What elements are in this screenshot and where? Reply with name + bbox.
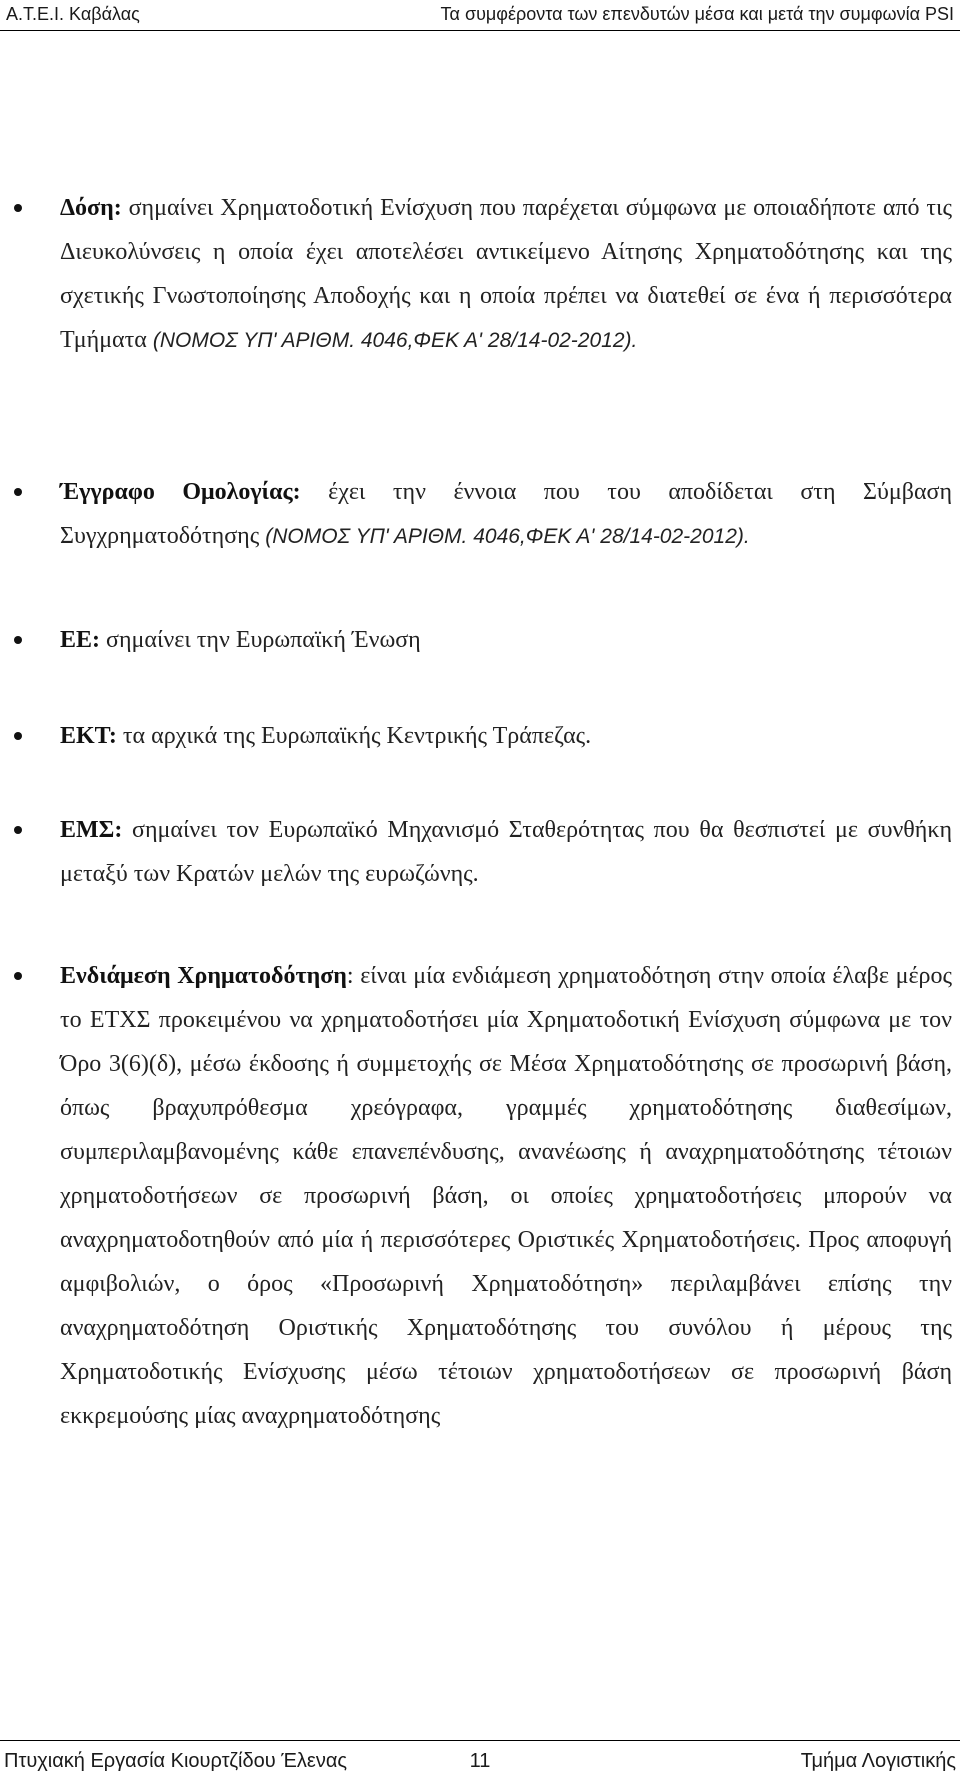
- bullet-icon: [14, 488, 22, 496]
- definition-term: ΕΜΣ:: [60, 817, 123, 843]
- definition-term: ΕΕ:: [60, 627, 101, 653]
- page-number: 11: [469, 1750, 491, 1772]
- definition-body: σημαίνει τον Ευρωπαϊκό Μηχανισμό Σταθερότητας που θα θεσπιστεί με συνθήκη μεταξύ των Κρατών μελών της ευρωζώνης.: [60, 817, 952, 887]
- definition-text: [60, 618, 952, 662]
- definition-text: [60, 954, 952, 1438]
- bullet-icon: [14, 204, 22, 212]
- page-footer: [0, 1740, 960, 1776]
- definition-term: Δόση:: [60, 195, 122, 221]
- definition-text: [60, 470, 952, 559]
- definition-term: Ενδιάμεση Χρηματοδότηση: [60, 963, 347, 989]
- bullet-icon: [14, 636, 22, 644]
- footer-department: Τμήμα Λογιστικής: [800, 1750, 956, 1772]
- page-header: [0, 0, 960, 28]
- definition-body: έχει την έννοια που του αποδίδεται στη Σύμβαση Συγχρηματοδότησης: [60, 479, 953, 549]
- definition-body: τα αρχικά της Ευρωπαϊκής Κεντρικής Τράπεζας.: [116, 723, 592, 749]
- definition-reference: (ΝΟΜΟΣ ΥΠ' ΑΡΙΘΜ. 4046,ΦΕΚ Α' 28/14-02-2012).: [265, 525, 750, 548]
- header-title: Τα συμφέροντα των επενδυτών μέσα και μετά την συμφωνία PSI: [440, 4, 954, 24]
- footer-rule: [0, 1740, 960, 1741]
- definition-text: [60, 714, 952, 758]
- bullet-icon: [14, 732, 22, 740]
- definition-reference: (ΝΟΜΟΣ ΥΠ' ΑΡΙΘΜ. 4046,ΦΕΚ Α' 28/14-02-2012).: [152, 329, 638, 352]
- definition-text: [60, 808, 952, 896]
- bullet-icon: [14, 972, 22, 980]
- footer-author: Πτυχιακή Εργασία Κιουρτζίδου Έλενας: [4, 1750, 348, 1772]
- definition-body: σημαίνει Χρηματοδοτική Ενίσχυση που παρέχεται σύμφωνα με οποιαδήποτε από τις Διευκολύνσεις η οποία έχει αποτελέσει αντικείμενο Αίτησης Χρηματοδότησης και της σχετικής Γνωστοποίησης Αποδοχής και η οποία πρέπει να διατεθεί σε ένα ή περισσότερα Τμήματα: [60, 195, 952, 353]
- definition-term: ΕΚΤ:: [60, 723, 117, 749]
- definition-body: : είναι μία ενδιάμεση χρηματοδότηση στην οποία έλαβε μέρος το ΕΤΧΣ προκειμένου να χρηματοδοτήσει μία Χρηματοδοτική Ενίσχυση σύμφωνα με τον Όρο 3(6)(δ), μέσω έκδοσης ή συμμετοχής σε Μέσα Χρηματοδότησης σε προσωρινή βάση, όπως βραχυπρόθεσμα χρεόγραφα, γραμμές χρηματοδότησης διαθεσίμων, συμπεριλαμβανομένης κάθε επανεπένδυσης, ανανέωσης ή αναχρηματοδότησης τέτοιων χρηματοδοτήσεων σε προσωρινή βάση, οι οποίες χρηματοδοτήσεις μπορούν να αναχρηματοδοτηθούν από μία ή περισσότερες Οριστικές Χρηματοδοτήσεις. Προς αποφυγή αμφιβολιών, ο όρος «Προσωρινή Χρηματοδότηση» περιλαμβάνει επίσης την αναχρηματοδότηση Οριστικής Χρηματοδότησης του συνόλου ή μέρους της Χρηματοδοτικής Ενίσχυσης μέσω τέτοιων χρηματοδοτήσεων σε προσωρινή βάση εκκρεμούσης μίας αναχρηματοδότησης: [60, 963, 953, 1429]
- header-rule: [0, 30, 960, 31]
- header-institution: Α.Τ.Ε.Ι. Καβάλας: [6, 4, 140, 24]
- definition-term: Έγγραφο Ομολογίας:: [60, 479, 301, 505]
- definition-text: [60, 186, 952, 363]
- definition-body: σημαίνει την Ευρωπαϊκή Ένωση: [100, 627, 421, 653]
- bullet-icon: [14, 826, 22, 834]
